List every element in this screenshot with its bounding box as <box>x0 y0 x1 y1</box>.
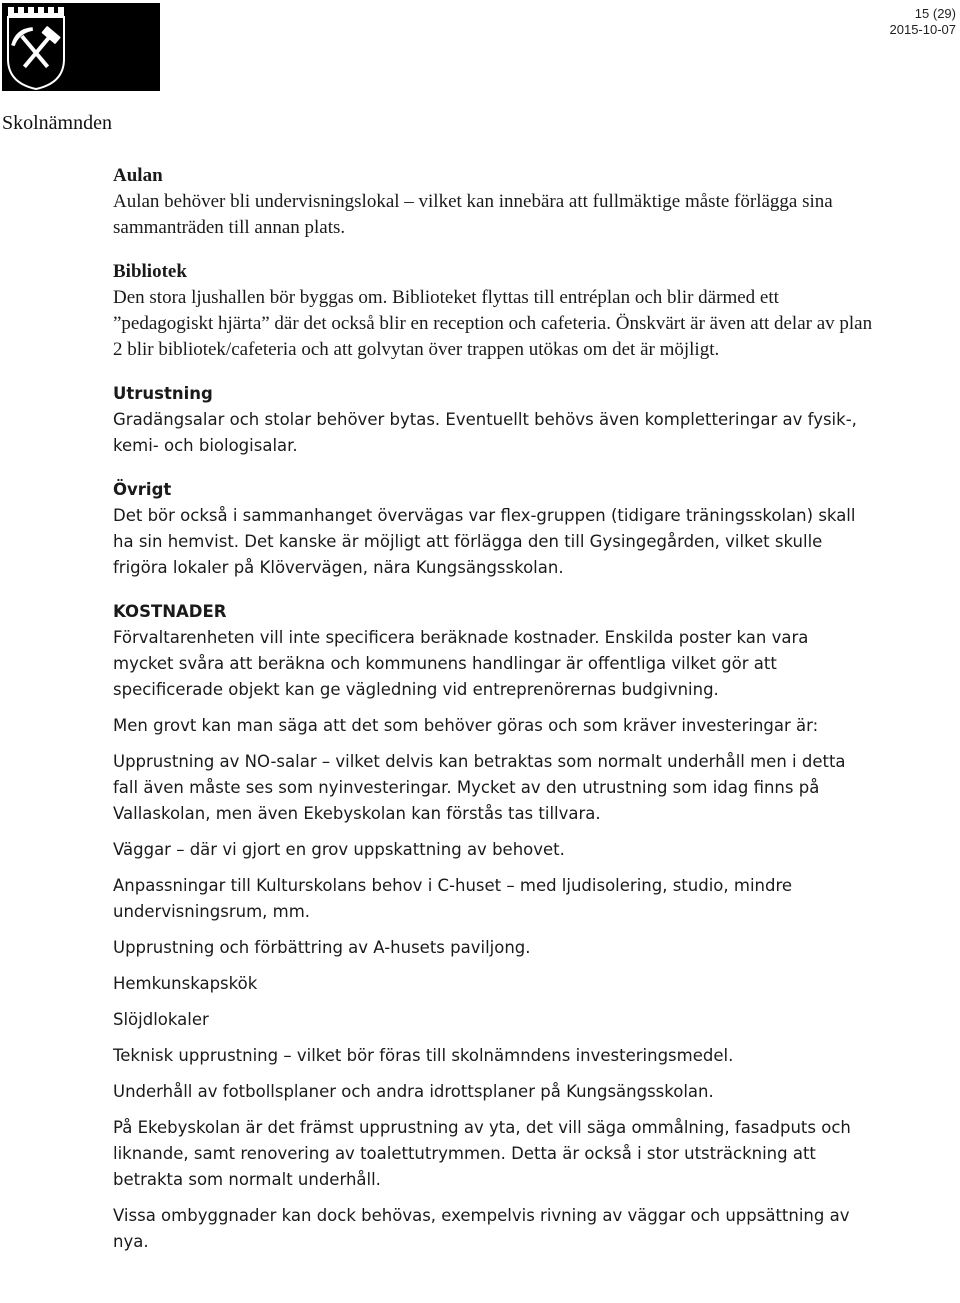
municipal-crest-logo <box>2 3 160 91</box>
section-heading: KOSTNADER <box>113 602 227 621</box>
page-meta <box>890 6 957 38</box>
section-text: Det bör också i sammanhanget övervägas var flex-gruppen (tidigare träningsskolan) skall ha sin hemvist. Det kanske är möjligt att förlägga den till Gysingegården, vilket skulle frigöra lokaler på Klövervägen, nära Kungsängsskolan. <box>113 506 856 577</box>
section-text: Aulan behöver bli undervisningslokal – vilket kan innebära att fullmäktige måste förlägga sina sammanträden till annan plats. <box>113 191 833 238</box>
paragraph: Men grovt kan man säga att det som behöver göras och som kräver investeringar är: <box>113 716 819 735</box>
paragraph: Slöjdlokaler <box>113 1010 209 1029</box>
hammer-and-pick-crest-icon <box>2 3 160 91</box>
paragraph: Teknisk upprustning – vilket bör föras till skolnämndens investeringsmedel. <box>113 1046 734 1065</box>
section-ovrigt <box>113 477 873 581</box>
document-body <box>113 163 873 1265</box>
section-bibliotek <box>113 259 873 363</box>
section-heading: Utrustning <box>113 384 213 403</box>
section-text: Den stora ljushallen bör byggas om. Biblioteket flyttas till entréplan och blir därmed ett ”pedagogiskt hjärta” där det också blir en reception och cafeteria. Önskvärt är även att delar av plan 2 blir bibliotek/cafeteria och att golvytan över trappen utökas om det är möjligt. <box>113 287 873 360</box>
department-name: Skolnämnden <box>2 112 112 134</box>
paragraph: Väggar – där vi gjort en grov uppskattning av behovet. <box>113 840 565 859</box>
section-heading: Bibliotek <box>113 261 187 282</box>
section-text: Gradängsalar och stolar behöver bytas. Eventuellt behövs även kompletteringar av fysik-, kemi- och biologisalar. <box>113 410 857 455</box>
paragraph: Anpassningar till Kulturskolans behov i C-huset – med ljudisolering, studio, mindre undervisningsrum, mm. <box>113 876 793 921</box>
document-date: 2015-10-07 <box>889 22 956 37</box>
section-utrustning <box>113 381 873 459</box>
paragraph: Upprustning och förbättring av A-husets paviljong. <box>113 938 531 957</box>
paragraph: Underhåll av fotbollsplaner och andra idrottsplaner på Kungsängsskolan. <box>113 1082 714 1101</box>
page-number: 15 (29) <box>914 6 956 21</box>
paragraph: Upprustning av NO-salar – vilket delvis kan betraktas som normalt underhåll men i detta fall även måste ses som nyinvesteringar. Mycket av den utrustning som idag finns på Vallaskolan, men även Ekebyskolan kan förstås tas tillvara. <box>113 752 846 823</box>
section-heading: Övrigt <box>113 480 172 499</box>
section-kostnader <box>113 599 873 703</box>
section-text: Förvaltarenheten vill inte specificera beräknade kostnader. Enskilda poster kan vara mycket svåra att beräkna och kommunens handlingar är offentliga vilket gör att specificerade objekt kan ge vägledning vid entreprenörernas budgivning. <box>113 628 809 699</box>
paragraph: Vissa ombyggnader kan dock behövas, exempelvis rivning av väggar och uppsättning av nya. <box>113 1206 850 1251</box>
section-heading: Aulan <box>113 165 163 186</box>
paragraph: På Ekebyskolan är det främst upprustning av yta, det vill säga ommålning, fasadputs och liknande, samt renovering av toalettutrymmen. Detta är också i stor utsträckning att betrakta som normalt underhåll. <box>113 1118 851 1189</box>
paragraph: Hemkunskapskök <box>113 974 258 993</box>
section-aulan <box>113 163 873 241</box>
